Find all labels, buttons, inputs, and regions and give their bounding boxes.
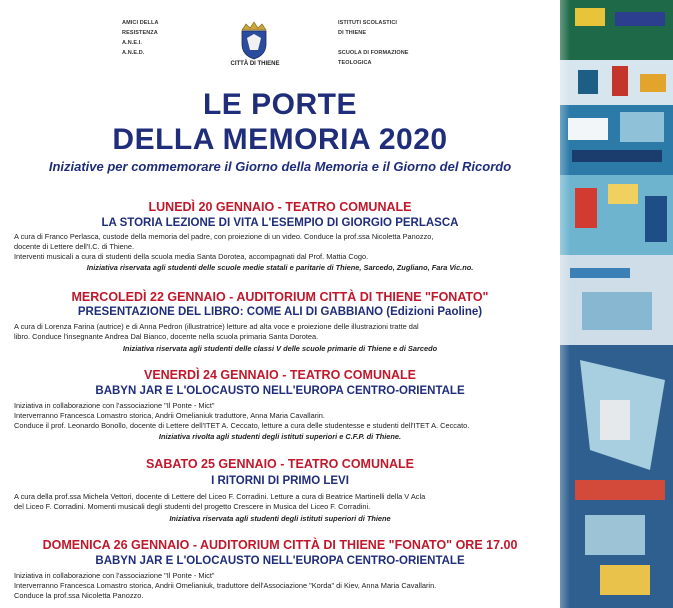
event-2-line: libro. Conduce l'insegnante Andrea Dal Bianco, docente nella scuola primaria Santa Dorotea. <box>14 332 319 341</box>
event-4-line: A cura della prof.ssa Michela Vettori, docente di Lettere del Liceo F. Corradini. Letture a cura di Beatrice Martinelli della V Acla <box>14 492 426 501</box>
header-left-line: A.N.E.I. <box>122 40 143 46</box>
event-4-date-venue: SABATO 25 GENNAIO - TEATRO COMUNALE <box>145 457 415 471</box>
event-3-date-venue: VENERDÌ 24 GENNAIO - TEATRO COMUNALE <box>143 368 416 382</box>
event-4-line: del Liceo F. Corradini. Momenti musicali degli studenti del progetto Crescere in Musica del Liceo F. Corradini. <box>14 502 371 511</box>
event-3-description <box>14 401 550 431</box>
event-2-description <box>14 322 550 342</box>
poster-title-line2: DELLA MEMORIA 2020 <box>112 123 448 156</box>
header-left-organizations <box>122 18 159 58</box>
event-5-line: Iniziativa in collaborazione con l'associazione "Il Ponte - Mict" <box>14 571 215 580</box>
poster-title-line1: LE PORTE <box>202 88 357 121</box>
event-3-line: Iniziativa in collaborazione con l'associazione "Il Ponte - Mict" <box>14 401 215 410</box>
event-1-line: docente di Lettere dell'I.C. di Thiene. <box>14 242 135 251</box>
header-right-line: SCUOLA DI FORMAZIONE <box>338 50 409 56</box>
event-5-description <box>14 571 550 601</box>
event-1-line: A cura di Franco Perlasca, custode della memoria del padre, con proiezione di un video. Conduce la prof.ssa Nicoletta Panozzo, <box>14 232 434 241</box>
event-5-line: Conduce la prof.ssa Nicoletta Panozzo. <box>14 591 144 600</box>
city-crest-icon <box>236 20 272 60</box>
header-right-line: ISTITUTI SCOLASTICI <box>338 20 398 26</box>
event-3-line: Interverranno Francesca Lomastro storica, Andrii Omelianiuk traduttore, Anna Maria Cavallarin. <box>14 411 325 420</box>
event-3-note: Iniziativa rivolta agli studenti degli istituti superiori e C.F.P. di Thiene. <box>158 432 402 441</box>
header-right-organizations <box>338 18 409 68</box>
header-right-line: TEOLOGICA <box>338 60 372 66</box>
header-left-line: A.N.E.D. <box>122 50 145 56</box>
event-2-note: Iniziativa riservata agli studenti delle classi V delle scuole primarie di Thiene e di Sarcedo <box>122 344 438 353</box>
event-2-title: PRESENTAZIONE DEL LIBRO: COME ALI DI GABBIANO (Edizioni Paoline) <box>77 306 483 318</box>
event-5-date-venue: DOMENICA 26 GENNAIO - AUDITORIUM CITTÀ DI THIENE "FONATO" ORE 17.00 <box>42 538 518 552</box>
poster-subtitle: Iniziative per commemorare il Giorno della Memoria e il Giorno del Ricordo <box>48 159 512 174</box>
event-3-title: BABYN JAR E L'OLOCAUSTO NELL'EUROPA CENTRO-ORIENTALE <box>95 385 465 397</box>
event-1-date-venue: LUNEDÌ 20 GENNAIO - TEATRO COMUNALE <box>148 200 412 214</box>
header-right-line: DI THIENE <box>338 30 367 36</box>
event-2-date-venue: MERCOLEDÌ 22 GENNAIO - AUDITORIUM CITTÀ DI THIENE "FONATO" <box>71 290 489 304</box>
event-1-note: Iniziativa riservata agli studenti delle scuole medie statali e paritarie di Thiene, Sarcedo, Zugliano, Fara Vic.no. <box>86 263 474 272</box>
event-4-title: I RITORNI DI PRIMO LEVI <box>211 475 349 487</box>
event-1-description <box>14 232 550 262</box>
header-right-line <box>338 38 409 48</box>
event-1-title: LA STORIA LEZIONE DI VITA L'ESEMPIO DI GIORGIO PERLASCA <box>101 217 459 229</box>
event-4-description <box>14 492 550 512</box>
header-left-line: AMICI DELLA <box>122 20 159 26</box>
event-2-line: A cura di Lorenza Farina (autrice) e di Anna Pedron (illustratrice) letture ad alta voce e proiezione delle illustrazioni tratte dal <box>14 322 419 331</box>
event-5-title: BABYN JAR E L'OLOCAUSTO NELL'EUROPA CENTRO-ORIENTALE <box>95 555 465 567</box>
event-3-line: Conduce il prof. Leonardo Bonollo, docente di Lettere dell'ITET A. Ceccato, letture a cura delle studentesse e studenti dell'ITET A. Ceccato. <box>14 421 470 430</box>
event-5-line: Interverranno Francesca Lomastro storica, Andrii Omelianiuk, traduttore dell'Associazione "Korda" di Kiev, Anna Maria Cavallarin. <box>14 581 437 590</box>
event-4-note: Iniziativa riservata agli studenti degli istituti superiori di Thiene <box>169 514 391 523</box>
header-left-line: RESISTENZA <box>122 30 158 36</box>
city-name: CITTÀ DI THIENE <box>230 61 280 67</box>
event-1-line: Interventi musicali a cura di studenti della scuola media Santa Dorotea, accompagnati dal Prof. Mattia Cogo. <box>14 252 369 261</box>
